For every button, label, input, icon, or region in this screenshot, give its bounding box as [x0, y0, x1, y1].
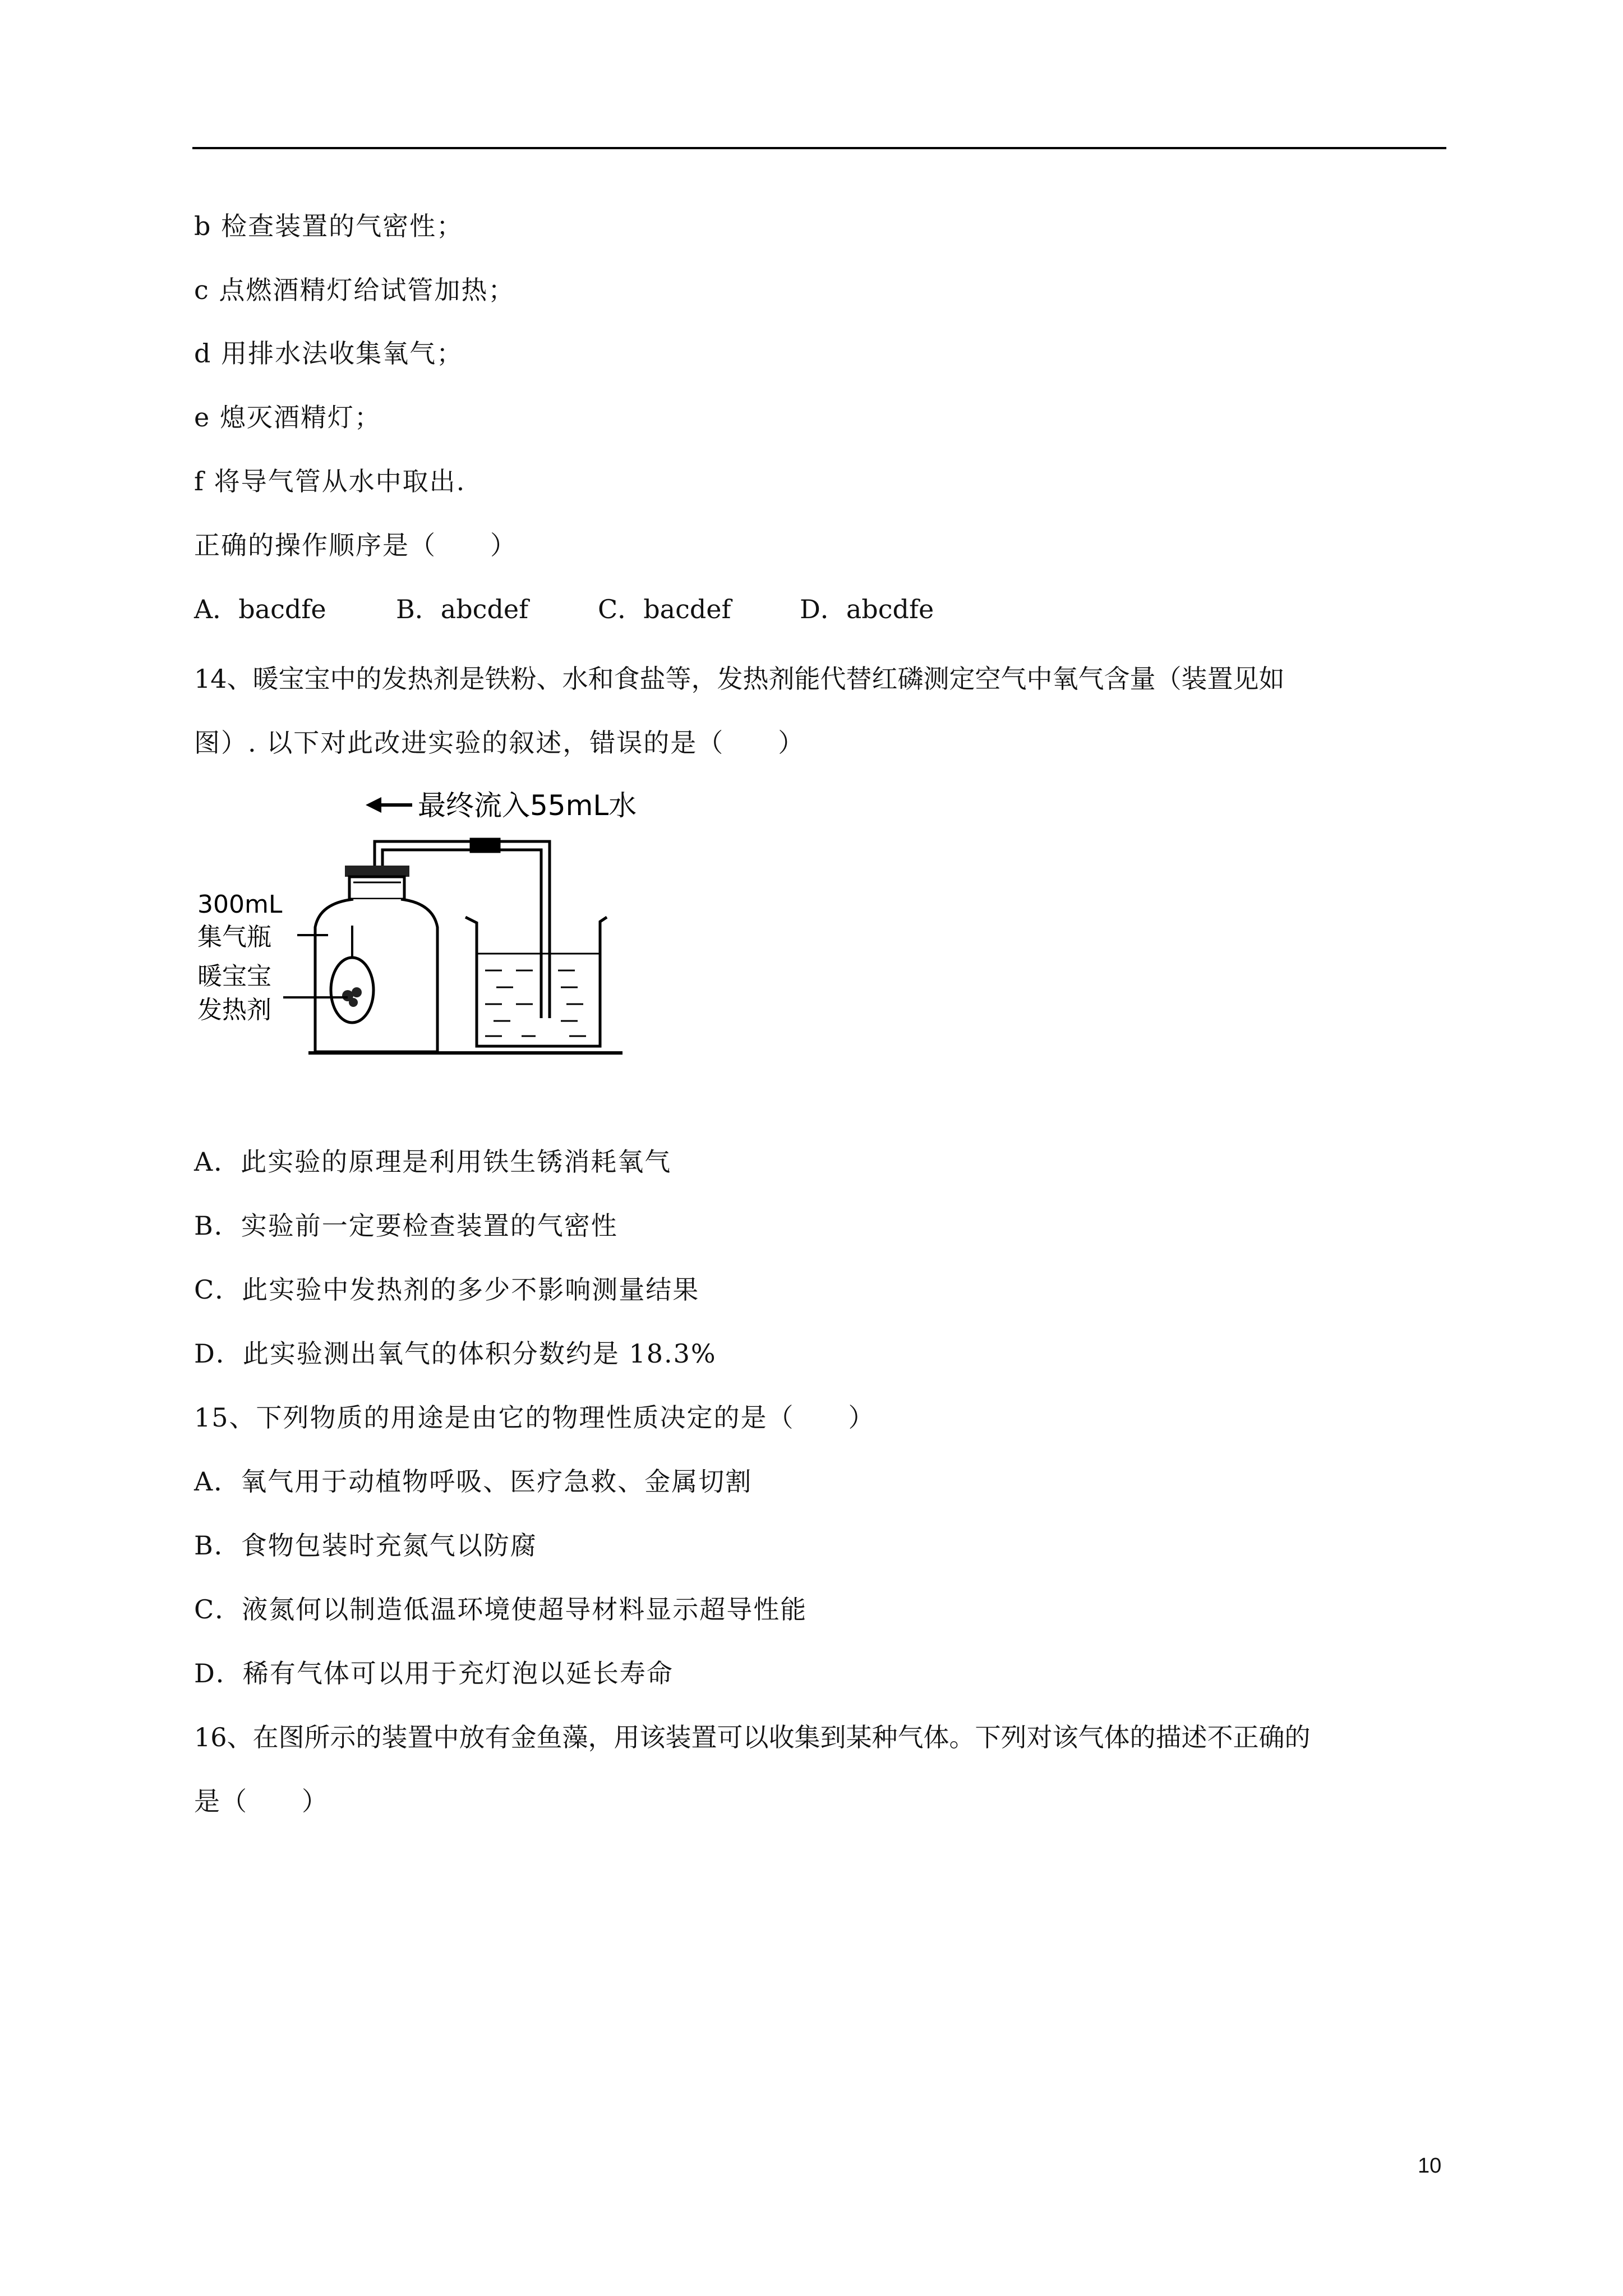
- bottle-label-volume: 300mL: [197, 890, 283, 919]
- q14-stem-line1: 14、暖宝宝中的发热剂是铁粉、水和食盐等，发热剂能代替红磷测定空气中氧气含量（装置见如: [194, 664, 1285, 694]
- heater-label-line2: 发热剂: [197, 996, 271, 1024]
- q15-option-c: C．液氮何以制造低温环境使超导材料显示超导性能: [194, 1594, 808, 1625]
- page-number: 10: [1418, 2154, 1442, 2178]
- q15-option-a: A．氧气用于动植物呼吸、医疗急救、金属切割: [194, 1466, 753, 1497]
- q15-option-b: B．食物包装时充氮气以防腐: [194, 1530, 537, 1561]
- q13-option-c: C．bacdef: [598, 594, 731, 624]
- step-c: c 点燃酒精灯给试管加热；: [194, 275, 515, 305]
- q14-stem-line2: 图）. 以下对此改进实验的叙述，错误的是（ ）: [194, 728, 805, 758]
- beaker: [465, 917, 607, 1046]
- step-f: f 将导气管从水中取出.: [194, 466, 466, 496]
- q14-option-c: C．此实验中发热剂的多少不影响测量结果: [194, 1274, 700, 1305]
- q15-prompt: 15、下列物质的用途是由它的物理性质决定的是（ ）: [194, 1402, 875, 1433]
- q13-option-b: B．abcdef: [396, 594, 529, 624]
- header-rule: [192, 147, 1446, 149]
- step-e: e 熄灭酒精灯；: [194, 402, 381, 432]
- q14-option-a: A．此实验的原理是利用铁生锈消耗氧气: [194, 1147, 672, 1177]
- q16-stem-line1: 16、在图所示的装置中放有金鱼藻，用该装置可以收集到某种气体。下列对该气体的描述不正确的: [194, 1722, 1311, 1752]
- bottle-label-name: 集气瓶: [197, 923, 271, 951]
- collecting-bottle: [315, 866, 437, 1052]
- q15-option-d: D．稀有气体可以用于充灯泡以延长寿命: [194, 1658, 674, 1688]
- q13-option-d: D．abcdfe: [800, 594, 934, 624]
- step-d: d 用排水法收集氧气；: [194, 338, 464, 369]
- q13-options: [194, 592, 1428, 626]
- q13-prompt: 正确的操作顺序是（ ）: [194, 530, 517, 560]
- apparatus-figure: [191, 783, 651, 1063]
- flow-arrow: [366, 797, 412, 813]
- q14-option-b: B．实验前一定要检查装置的气密性: [194, 1211, 618, 1241]
- step-b: b 检查装置的气密性；: [194, 211, 464, 241]
- q14-option-d: D．此实验测出氧气的体积分数约是 18.3%: [194, 1338, 717, 1369]
- arrow-label: 最终流入55mL水: [418, 789, 637, 822]
- q13-option-a: A．bacdfe: [194, 594, 326, 624]
- q16-stem-line2: 是（ ）: [194, 1786, 329, 1816]
- heater-label-line1: 暖宝宝: [197, 962, 271, 991]
